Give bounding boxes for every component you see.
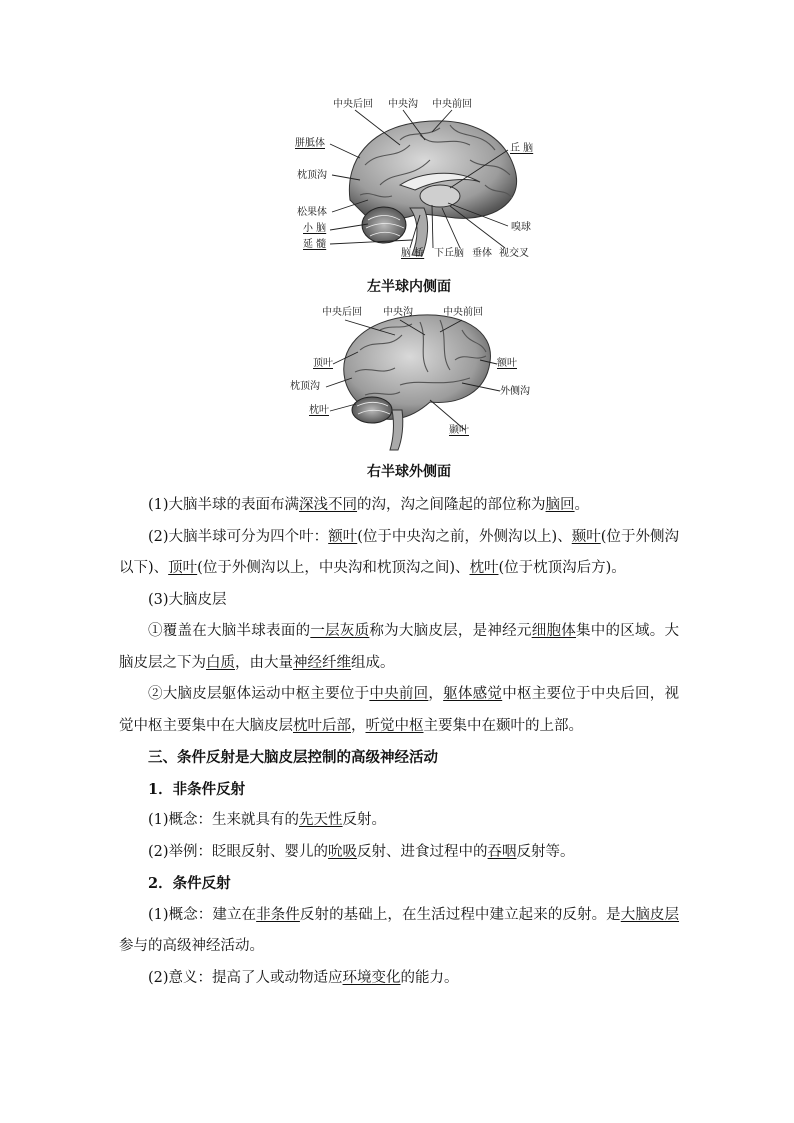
body-text [119,490,679,994]
figure2-caption: 右半球外侧面 [367,464,451,480]
paragraph-cortex-centers: ②大脑皮层躯体运动中枢主要位于中央前回，躯体感觉中枢主要位于中央后回，视觉中枢主要集中在大脑皮层枕叶后部，听觉中枢主要集中在颞叶的上部。 [119,686,680,734]
paragraph-cortex-definition: ①覆盖在大脑半球表面的一层灰质称为大脑皮层，是神经元细胞体集中的区域。大脑皮层之下为白质，由大量神经纤维组成。 [119,623,680,671]
label-pituitary: 垂体 [472,248,492,259]
label-medulla: 延 髓 [303,239,327,250]
label2-central-precentral-gyrus: 中央前回 [443,307,483,318]
label-hypothalamus: 下丘脑 [434,248,464,259]
label2-frontal-lobe: 额叶 [497,358,517,369]
paragraph-surface: (1)大脑半球的表面布满深浅不同的沟，沟之间隆起的部位称为脑回。 [148,497,590,513]
label2-occipital-lobe: 枕叶 [309,405,329,416]
label-thalamus: 丘 脑 [510,143,534,154]
label2-central-sulcus: 中央沟 [383,307,413,318]
label2-temporal-lobe: 颞叶 [449,425,469,436]
paragraph-unconditioned-concept: (1)概念：生来就具有的先天性反射。 [148,812,387,828]
label2-parieto-occipital-sulcus: 枕顶沟 [290,381,320,392]
paragraph-conditioned-significance: (2)意义：提高了人或动物适应环境变化的能力。 [148,969,459,986]
label-central-postcentral-gyrus: 中央后回 [333,99,373,110]
paragraph-lobes: (2)大脑半球可分为四个叶：额叶(位于中央沟之前，外侧沟以上)、颞叶(位于外侧沟以下)、顶叶(位于外侧沟以上，中央沟和枕顶沟之间)、枕叶(位于枕顶沟后方)。 [119,528,679,576]
section-heading-conditioned-reflex: 三、条件反射是大脑皮层控制的高级神经活动 [148,749,438,766]
figure1-caption: 左半球内侧面 [367,279,451,295]
figure-area [0,0,794,480]
label-pons: 脑 桥 [401,248,425,259]
subheading-conditioned-reflex: 2．条件反射 [148,875,231,892]
label-central-precentral-gyrus: 中央前回 [432,99,472,110]
label-cerebellum: 小 脑 [303,223,327,234]
paragraph-unconditioned-examples: (2)举例：眨眼反射、婴儿的吮吸反射、进食过程中的吞咽反射等。 [148,843,575,860]
label2-parietal-lobe: 顶叶 [313,358,333,369]
brain-illustrations [0,0,794,470]
label2-central-postcentral-gyrus: 中央后回 [322,307,362,318]
label2-lateral-sulcus: 外侧沟 [500,386,530,397]
label-central-sulcus: 中央沟 [388,99,418,110]
label-parieto-occipital-sulcus: 枕顶沟 [297,170,327,181]
paragraph-conditioned-concept: (1)概念：建立在非条件反射的基础上，在生活过程中建立起来的反射。是大脑皮层参与的高级神经活动。 [119,906,680,954]
subheading-unconditioned-reflex: 1．非条件反射 [148,780,246,798]
label-corpus-callosum: 胼胝体 [295,138,325,149]
label-olfactory-bulb: 嗅球 [511,222,531,233]
label-optic-chiasm: 视交叉 [499,248,529,259]
label-pineal-body: 松果体 [297,207,327,218]
paragraph-cortex-heading: (3)大脑皮层 [148,591,227,608]
